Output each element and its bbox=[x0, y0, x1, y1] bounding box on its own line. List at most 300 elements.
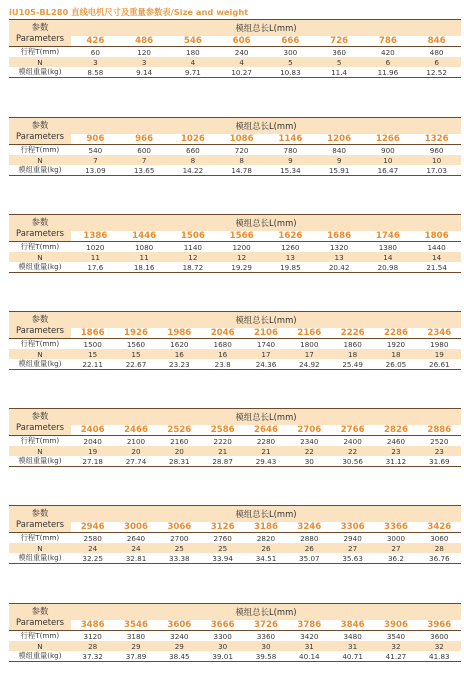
weight-value: 17.03 bbox=[412, 165, 461, 176]
length-value: 2526 bbox=[158, 425, 201, 436]
length-value: 606 bbox=[217, 36, 266, 47]
parameters-label bbox=[9, 506, 71, 533]
spec-table bbox=[9, 19, 461, 78]
stroke-value: 1980 bbox=[430, 339, 449, 349]
length-value: 1206 bbox=[315, 134, 364, 145]
weight-row bbox=[9, 67, 461, 78]
stroke-value: 2160 bbox=[170, 436, 189, 446]
weight-value: 31.69 bbox=[418, 456, 461, 467]
length-value: 1686 bbox=[315, 231, 364, 242]
stroke-value: 2400 bbox=[343, 436, 362, 446]
n-value: 7 bbox=[120, 155, 169, 165]
n-value: 15 bbox=[71, 349, 114, 359]
weight-value: 21.54 bbox=[412, 262, 461, 273]
stroke-row bbox=[9, 436, 461, 447]
length-value: 1746 bbox=[364, 231, 413, 242]
length-value: 1326 bbox=[412, 134, 461, 145]
spec-table-block bbox=[9, 214, 461, 273]
stroke-value: 3120 bbox=[83, 631, 102, 641]
length-value: 3186 bbox=[244, 522, 287, 533]
n-value: 17 bbox=[288, 349, 331, 359]
n-row bbox=[9, 349, 461, 359]
weight-value: 13.65 bbox=[120, 165, 169, 176]
parameters-label-cn: 参数 bbox=[31, 508, 49, 518]
n-value: 27 bbox=[331, 543, 374, 553]
n-value: 3 bbox=[71, 57, 120, 67]
stroke-value: 2880 bbox=[300, 533, 319, 543]
stroke-value: 2220 bbox=[213, 436, 232, 446]
stroke-value: 1560 bbox=[126, 339, 146, 349]
stroke-value: 960 bbox=[429, 145, 444, 155]
n-value: 10 bbox=[364, 155, 413, 165]
length-value: 1146 bbox=[266, 134, 315, 145]
spec-table-block bbox=[9, 311, 461, 370]
stroke-label: 行程T(mm) bbox=[20, 242, 60, 251]
length-value: 1806 bbox=[412, 231, 461, 242]
stroke-value: 1680 bbox=[213, 339, 232, 349]
n-value: 21 bbox=[244, 446, 287, 456]
stroke-value: 1500 bbox=[83, 339, 102, 349]
length-value: 486 bbox=[120, 36, 169, 47]
weight-value: 29.43 bbox=[244, 456, 287, 467]
n-value: 19 bbox=[418, 349, 461, 359]
length-value: 3426 bbox=[418, 522, 461, 533]
parameters-label-cn: 参数 bbox=[31, 314, 49, 324]
stroke-label: 行程T(mm) bbox=[20, 436, 60, 445]
length-value: 3366 bbox=[374, 522, 417, 533]
weight-label: 模组重量(kg) bbox=[9, 165, 71, 176]
length-value: 3306 bbox=[331, 522, 374, 533]
total-length-header: 模组总长L(mm) bbox=[71, 118, 461, 135]
n-value: 31 bbox=[288, 641, 331, 651]
weight-value: 36.2 bbox=[374, 553, 417, 564]
n-value: 19 bbox=[71, 446, 114, 456]
n-value: 21 bbox=[201, 446, 244, 456]
stroke-value: 3000 bbox=[386, 533, 406, 543]
stroke-value: 900 bbox=[381, 145, 395, 155]
stroke-row bbox=[9, 339, 461, 350]
stroke-row bbox=[9, 242, 461, 253]
stroke-value: 3480 bbox=[343, 631, 362, 641]
n-value: 4 bbox=[217, 57, 266, 67]
stroke-value: 1200 bbox=[232, 242, 251, 252]
stroke-value: 1380 bbox=[378, 242, 398, 252]
weight-value: 17.6 bbox=[71, 262, 120, 273]
length-value: 3666 bbox=[201, 620, 244, 631]
n-value: 29 bbox=[158, 641, 201, 651]
n-value: 7 bbox=[71, 155, 120, 165]
weight-value: 24.92 bbox=[288, 359, 331, 370]
stroke-value: 2340 bbox=[300, 436, 319, 446]
stroke-row bbox=[9, 47, 461, 58]
n-value: 28 bbox=[71, 641, 114, 651]
n-label: N bbox=[9, 641, 71, 651]
length-value: 906 bbox=[71, 134, 120, 145]
parameters-label-en: Parameters bbox=[16, 228, 64, 238]
n-value: 13 bbox=[315, 252, 364, 262]
parameters-label bbox=[9, 409, 71, 436]
n-label: N bbox=[9, 543, 71, 553]
n-value: 10 bbox=[412, 155, 461, 165]
stroke-value: 720 bbox=[234, 145, 249, 155]
length-value: 2826 bbox=[374, 425, 417, 436]
weight-label: 模组重量(kg) bbox=[9, 67, 71, 78]
stroke-value: 660 bbox=[186, 145, 200, 155]
n-value: 22 bbox=[288, 446, 331, 456]
n-value: 9 bbox=[315, 155, 364, 165]
n-label: N bbox=[9, 446, 71, 456]
parameters-label bbox=[9, 312, 71, 339]
weight-value: 10.83 bbox=[266, 67, 315, 78]
weight-value: 22.11 bbox=[71, 359, 114, 370]
length-value: 2886 bbox=[418, 425, 461, 436]
length-value: 3066 bbox=[158, 522, 201, 533]
weight-value: 32.25 bbox=[71, 553, 114, 564]
stroke-value: 3600 bbox=[430, 631, 449, 641]
n-value: 5 bbox=[315, 57, 364, 67]
n-label: N bbox=[9, 57, 71, 67]
length-value: 3006 bbox=[114, 522, 157, 533]
stroke-value: 1320 bbox=[329, 242, 349, 252]
spec-table bbox=[9, 603, 461, 662]
n-value: 18 bbox=[331, 349, 374, 359]
stroke-value: 1620 bbox=[170, 339, 189, 349]
weight-value: 18.72 bbox=[169, 262, 218, 273]
length-value: 966 bbox=[120, 134, 169, 145]
length-value: 1446 bbox=[120, 231, 169, 242]
stroke-value: 3240 bbox=[170, 631, 189, 641]
n-value: 14 bbox=[412, 252, 461, 262]
weight-value: 32.81 bbox=[114, 553, 157, 564]
weight-value: 33.94 bbox=[201, 553, 244, 564]
n-value: 28 bbox=[418, 543, 461, 553]
stroke-value: 2100 bbox=[126, 436, 146, 446]
stroke-value: 300 bbox=[283, 47, 298, 57]
weight-value: 40.14 bbox=[288, 651, 331, 662]
total-length-header: 模组总长L(mm) bbox=[71, 604, 461, 621]
weight-label: 模组重量(kg) bbox=[9, 553, 71, 564]
stroke-value: 2940 bbox=[343, 533, 362, 543]
weight-label: 模组重量(kg) bbox=[9, 359, 71, 370]
weight-value: 11.4 bbox=[315, 67, 364, 78]
n-value: 8 bbox=[217, 155, 266, 165]
spec-table bbox=[9, 505, 461, 564]
length-value: 3846 bbox=[331, 620, 374, 631]
n-value: 31 bbox=[331, 641, 374, 651]
n-value: 3 bbox=[120, 57, 169, 67]
spec-table-block bbox=[9, 408, 461, 467]
length-value: 2166 bbox=[288, 328, 331, 339]
stroke-value: 1740 bbox=[256, 339, 276, 349]
weight-value: 26.05 bbox=[374, 359, 417, 370]
parameters-label-cn: 参数 bbox=[31, 217, 49, 227]
weight-row bbox=[9, 553, 461, 564]
weight-value: 20.98 bbox=[364, 262, 413, 273]
n-value: 26 bbox=[244, 543, 287, 553]
n-value: 32 bbox=[374, 641, 417, 651]
spec-table bbox=[9, 117, 461, 176]
n-value: 13 bbox=[266, 252, 315, 262]
n-row bbox=[9, 543, 461, 553]
length-value: 3126 bbox=[201, 522, 244, 533]
spec-table-block bbox=[9, 505, 461, 564]
weight-value: 11.96 bbox=[364, 67, 413, 78]
total-length-header: 模组总长L(mm) bbox=[71, 312, 461, 329]
stroke-value: 600 bbox=[137, 145, 151, 155]
weight-value: 8.58 bbox=[71, 67, 120, 78]
length-value: 1026 bbox=[169, 134, 218, 145]
stroke-value: 180 bbox=[186, 47, 200, 57]
weight-value: 35.07 bbox=[288, 553, 331, 564]
length-value: 3246 bbox=[288, 522, 331, 533]
weight-value: 37.89 bbox=[114, 651, 157, 662]
parameters-label bbox=[9, 604, 71, 631]
weight-row bbox=[9, 262, 461, 273]
length-value: 2106 bbox=[244, 328, 287, 339]
n-label: N bbox=[9, 252, 71, 262]
stroke-label: 行程T(mm) bbox=[20, 47, 60, 56]
parameters-label-en: Parameters bbox=[16, 33, 64, 43]
n-value: 16 bbox=[158, 349, 201, 359]
n-value: 6 bbox=[364, 57, 413, 67]
length-value: 2706 bbox=[288, 425, 331, 436]
stroke-value: 3180 bbox=[126, 631, 146, 641]
weight-value: 40.71 bbox=[331, 651, 374, 662]
weight-value: 23.23 bbox=[158, 359, 201, 370]
n-value: 15 bbox=[114, 349, 157, 359]
length-value: 726 bbox=[315, 36, 364, 47]
n-value: 25 bbox=[201, 543, 244, 553]
n-row bbox=[9, 57, 461, 67]
length-value: 666 bbox=[266, 36, 315, 47]
weight-value: 36.76 bbox=[418, 553, 461, 564]
n-value: 11 bbox=[120, 252, 169, 262]
stroke-value: 1080 bbox=[134, 242, 154, 252]
length-value: 1866 bbox=[71, 328, 114, 339]
parameters-label bbox=[9, 118, 71, 145]
stroke-label: 行程T(mm) bbox=[20, 533, 60, 542]
weight-value: 35.63 bbox=[331, 553, 374, 564]
weight-value: 22.67 bbox=[114, 359, 157, 370]
total-length-header: 模组总长L(mm) bbox=[71, 20, 461, 37]
length-value: 2946 bbox=[71, 522, 114, 533]
weight-row bbox=[9, 359, 461, 370]
n-row bbox=[9, 641, 461, 651]
n-value: 29 bbox=[114, 641, 157, 651]
length-value: 1386 bbox=[71, 231, 120, 242]
length-value: 1626 bbox=[266, 231, 315, 242]
weight-value: 30 bbox=[288, 456, 331, 467]
stroke-value: 360 bbox=[332, 47, 346, 57]
stroke-value: 2580 bbox=[83, 533, 102, 543]
parameters-label-cn: 参数 bbox=[31, 606, 49, 616]
n-value: 24 bbox=[71, 543, 114, 553]
n-value: 12 bbox=[169, 252, 218, 262]
n-value: 11 bbox=[71, 252, 120, 262]
n-value: 9 bbox=[266, 155, 315, 165]
n-value: 6 bbox=[412, 57, 461, 67]
parameters-label-cn: 参数 bbox=[31, 120, 49, 130]
spec-table-block bbox=[9, 117, 461, 176]
weight-row bbox=[9, 456, 461, 467]
stroke-value: 3540 bbox=[386, 631, 406, 641]
length-value: 1566 bbox=[217, 231, 266, 242]
weight-value: 15.34 bbox=[266, 165, 315, 176]
n-value: 18 bbox=[374, 349, 417, 359]
stroke-value: 60 bbox=[90, 47, 100, 57]
total-length-header: 模组总长L(mm) bbox=[71, 215, 461, 232]
parameters-label-cn: 参数 bbox=[31, 411, 49, 421]
weight-row bbox=[9, 165, 461, 176]
stroke-value: 480 bbox=[429, 47, 444, 57]
length-value: 546 bbox=[169, 36, 218, 47]
n-row bbox=[9, 252, 461, 262]
length-value: 3726 bbox=[244, 620, 287, 631]
length-value: 2586 bbox=[201, 425, 244, 436]
weight-value: 28.87 bbox=[201, 456, 244, 467]
stroke-label: 行程T(mm) bbox=[20, 145, 60, 154]
n-value: 24 bbox=[114, 543, 157, 553]
weight-value: 24.36 bbox=[244, 359, 287, 370]
total-length-header: 模组总长L(mm) bbox=[71, 506, 461, 523]
stroke-value: 1140 bbox=[183, 242, 203, 252]
stroke-value: 120 bbox=[137, 47, 151, 57]
parameters-label bbox=[9, 20, 71, 47]
weight-value: 28.31 bbox=[158, 456, 201, 467]
weight-value: 19.29 bbox=[217, 262, 266, 273]
length-value: 846 bbox=[412, 36, 461, 47]
parameters-label-en: Parameters bbox=[16, 422, 64, 432]
weight-value: 27.18 bbox=[71, 456, 114, 467]
weight-value: 39.58 bbox=[244, 651, 287, 662]
length-value: 1926 bbox=[114, 328, 157, 339]
parameters-label-en: Parameters bbox=[16, 325, 64, 335]
n-row bbox=[9, 446, 461, 456]
n-value: 25 bbox=[158, 543, 201, 553]
weight-value: 25.49 bbox=[331, 359, 374, 370]
stroke-value: 3300 bbox=[213, 631, 232, 641]
n-value: 8 bbox=[169, 155, 218, 165]
weight-value: 9.71 bbox=[169, 67, 218, 78]
length-value: 426 bbox=[71, 36, 120, 47]
length-value: 3906 bbox=[374, 620, 417, 631]
length-value: 2286 bbox=[374, 328, 417, 339]
weight-value: 15.91 bbox=[315, 165, 364, 176]
weight-value: 41.27 bbox=[374, 651, 417, 662]
n-value: 22 bbox=[331, 446, 374, 456]
length-value: 1086 bbox=[217, 134, 266, 145]
length-value: 2226 bbox=[331, 328, 374, 339]
weight-value: 31.12 bbox=[374, 456, 417, 467]
stroke-row bbox=[9, 631, 461, 642]
weight-value: 23.8 bbox=[201, 359, 244, 370]
stroke-value: 780 bbox=[283, 145, 298, 155]
weight-value: 33.38 bbox=[158, 553, 201, 564]
length-value: 2406 bbox=[71, 425, 114, 436]
weight-value: 37.32 bbox=[71, 651, 114, 662]
parameters-label-en: Parameters bbox=[16, 519, 64, 529]
n-label: N bbox=[9, 349, 71, 359]
stroke-value: 540 bbox=[88, 145, 103, 155]
weight-row bbox=[9, 651, 461, 662]
stroke-value: 1440 bbox=[427, 242, 446, 252]
stroke-value: 420 bbox=[381, 47, 395, 57]
stroke-value: 2820 bbox=[256, 533, 276, 543]
stroke-value: 2040 bbox=[83, 436, 102, 446]
weight-label: 模组重量(kg) bbox=[9, 456, 71, 467]
weight-value: 27.74 bbox=[114, 456, 157, 467]
length-value: 2766 bbox=[331, 425, 374, 436]
length-value: 1986 bbox=[158, 328, 201, 339]
n-value: 17 bbox=[244, 349, 287, 359]
stroke-value: 2520 bbox=[430, 436, 449, 446]
parameters-label-en: Parameters bbox=[16, 617, 64, 627]
stroke-row bbox=[9, 145, 461, 156]
n-value: 5 bbox=[266, 57, 315, 67]
n-value: 20 bbox=[114, 446, 157, 456]
stroke-value: 1860 bbox=[343, 339, 362, 349]
stroke-value: 2700 bbox=[170, 533, 189, 543]
weight-value: 12.52 bbox=[412, 67, 461, 78]
weight-value: 18.16 bbox=[120, 262, 169, 273]
weight-value: 10.27 bbox=[217, 67, 266, 78]
weight-value: 9.14 bbox=[120, 67, 169, 78]
length-value: 786 bbox=[364, 36, 413, 47]
n-value: 30 bbox=[201, 641, 244, 651]
length-value: 2346 bbox=[418, 328, 461, 339]
stroke-value: 240 bbox=[234, 47, 249, 57]
weight-value: 38.45 bbox=[158, 651, 201, 662]
length-value: 1266 bbox=[364, 134, 413, 145]
length-value: 1506 bbox=[169, 231, 218, 242]
stroke-value: 1260 bbox=[281, 242, 300, 252]
n-value: 23 bbox=[374, 446, 417, 456]
spec-table bbox=[9, 311, 461, 370]
stroke-value: 3420 bbox=[300, 631, 319, 641]
n-value: 26 bbox=[288, 543, 331, 553]
stroke-value: 2640 bbox=[126, 533, 146, 543]
length-value: 3966 bbox=[418, 620, 461, 631]
total-length-header: 模组总长L(mm) bbox=[71, 409, 461, 426]
n-row bbox=[9, 155, 461, 165]
weight-value: 41.83 bbox=[418, 651, 461, 662]
n-value: 32 bbox=[418, 641, 461, 651]
n-value: 16 bbox=[201, 349, 244, 359]
weight-value: 26.61 bbox=[418, 359, 461, 370]
weight-value: 14.22 bbox=[169, 165, 218, 176]
length-value: 2646 bbox=[244, 425, 287, 436]
stroke-value: 840 bbox=[332, 145, 346, 155]
stroke-row bbox=[9, 533, 461, 544]
n-label: N bbox=[9, 155, 71, 165]
parameters-label bbox=[9, 215, 71, 242]
stroke-value: 1020 bbox=[86, 242, 105, 252]
parameters-label-en: Parameters bbox=[16, 131, 64, 141]
n-value: 20 bbox=[158, 446, 201, 456]
weight-value: 19.85 bbox=[266, 262, 315, 273]
length-value: 3606 bbox=[158, 620, 201, 631]
stroke-value: 3060 bbox=[430, 533, 449, 543]
spec-table-block bbox=[9, 603, 461, 662]
stroke-value: 2760 bbox=[213, 533, 232, 543]
n-value: 30 bbox=[244, 641, 287, 651]
n-value: 27 bbox=[374, 543, 417, 553]
n-value: 14 bbox=[364, 252, 413, 262]
stroke-value: 3360 bbox=[256, 631, 276, 641]
stroke-value: 1920 bbox=[386, 339, 406, 349]
stroke-value: 2280 bbox=[256, 436, 276, 446]
spec-table bbox=[9, 408, 461, 467]
